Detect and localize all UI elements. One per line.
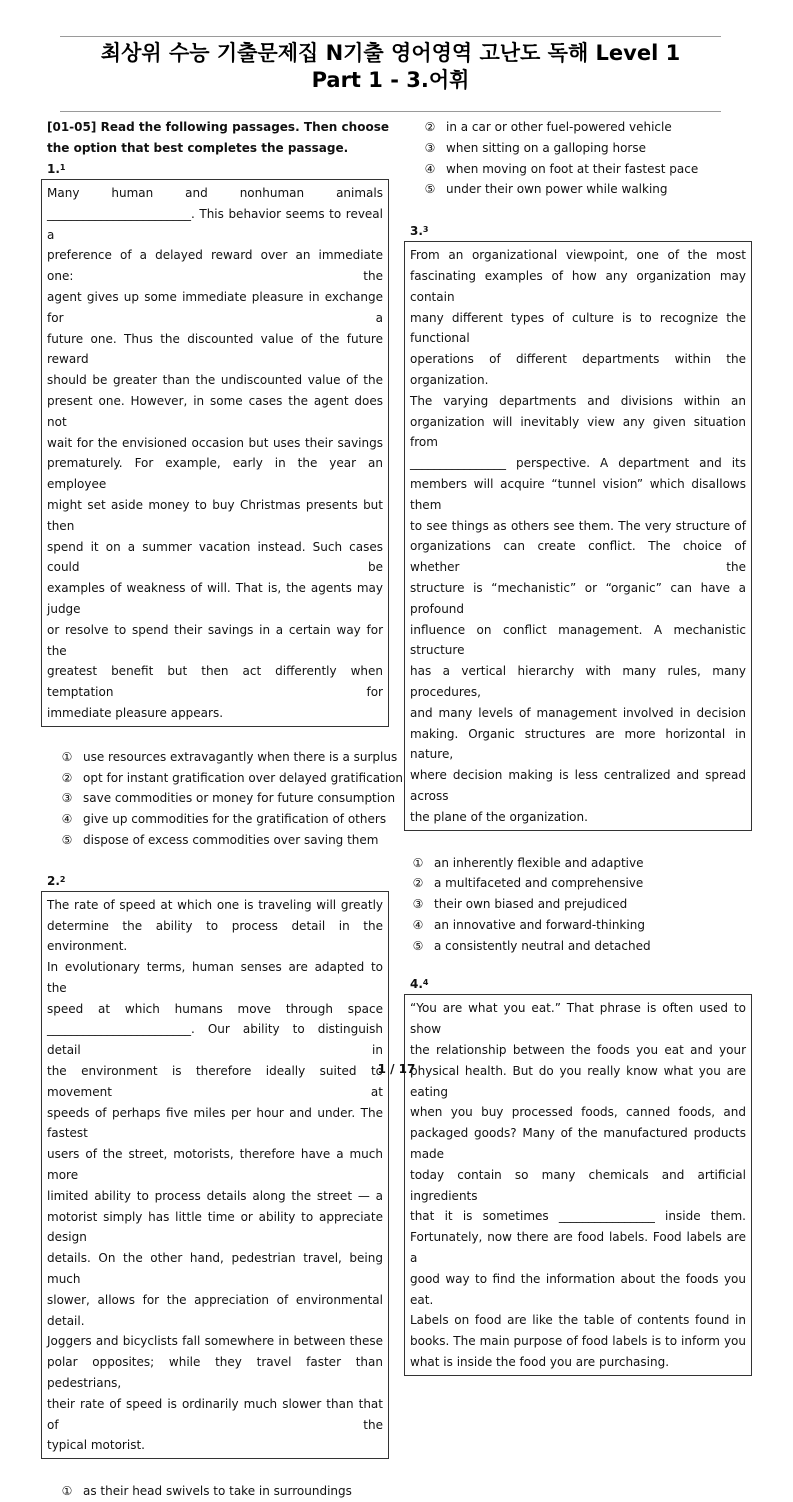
answer-option[interactable] (406, 853, 752, 874)
answer-option[interactable] (406, 936, 752, 957)
passage-line: that it is sometimes ________________ inside them. (410, 1209, 746, 1224)
passage-line: has a vertical hierarchy with many rules, many procedures, (410, 664, 746, 699)
option-number: ① (61, 1484, 73, 1499)
answer-option[interactable] (418, 179, 752, 200)
passage-4 (404, 994, 752, 1375)
passage-line: packaged goods? Many of the manufactured products made (410, 1126, 746, 1162)
passage-line: polar opposites; while they travel faster than pedestrians, (47, 1355, 383, 1391)
answer-option[interactable] (418, 117, 752, 138)
passage-line: limited ability to process details along the street — a (47, 1188, 383, 1203)
passage-line: users of the street, motorists, therefore have a much more (47, 1147, 383, 1183)
passage-line: agent gives up some immediate pleasure in exchange for a (47, 289, 383, 325)
passage-2 (41, 891, 389, 1460)
passage-line: should be greater than the undiscounted value of the (47, 373, 383, 388)
answer-option[interactable] (406, 915, 752, 936)
option-text: when moving on foot at their fastest pace (446, 161, 699, 176)
footnote-4: 4 (422, 978, 429, 988)
passage-line: The varying departments and divisions within an (410, 393, 746, 408)
passage-line: In evolutionary terms, human senses are adapted to the (47, 960, 383, 995)
passage-line: books. The main purpose of food labels is to inform you (410, 1334, 746, 1349)
passage-line: spend it on a summer vacation instead. Such cases could be (47, 539, 383, 575)
passage-line: “You are what you eat.” That phrase is often used to show (410, 1001, 746, 1037)
passage-line: where decision making is less centralized and spread across (410, 768, 746, 803)
top-rule (60, 36, 721, 37)
passage-line: slower, allows for the appreciation of environmental detail. (47, 1292, 383, 1328)
answer-option[interactable] (55, 788, 396, 809)
passage-line: might set aside money to buy Christmas presents but then (47, 497, 383, 533)
option-text: as their head swivels to take in surroundings (83, 1484, 352, 1499)
passage-line: ________________________. Our ability to distinguish detail in (47, 1022, 383, 1058)
option-text: under their own power while walking (446, 182, 668, 197)
passage-line: details. On the other hand, pedestrian travel, being much (47, 1251, 383, 1287)
footnote-1: 1 (59, 163, 66, 172)
option-number: ③ (61, 791, 73, 806)
option-text: in a car or other fuel-powered vehicle (446, 120, 672, 134)
passage-line: ________________________. This behavior seems to reveal a (47, 206, 383, 242)
passage-line: members will acquire “tunnel vision” which disallows them (410, 476, 746, 512)
passage-line: wait for the envisioned occasion but uses their savings (47, 435, 383, 450)
footnote-2: 2 (59, 874, 66, 884)
passage-line: greatest benefit but then act differently when temptation for (47, 664, 383, 700)
answer-option[interactable] (55, 809, 389, 830)
passage-line: making. Organic structures are more horizontal in nature, (410, 726, 746, 762)
passage-line: or resolve to spend their savings in a certain way for the (47, 622, 383, 658)
title-line-2: Part 1 - 3.어휘 (311, 68, 470, 92)
passage-line: preference of a delayed reward over an immediate one: the (47, 248, 383, 284)
option-number: ① (412, 855, 424, 870)
option-number: ② (61, 770, 73, 785)
instructions-text: [01-05] Read the following passages. Then choose the option that best completes the passage. (47, 120, 389, 155)
passage-line: Fortunately, now there are food labels. Food labels are a (410, 1230, 746, 1266)
page-number: 1 / 17 (377, 1062, 416, 1076)
passage-line: the plane of the organization. (410, 809, 588, 824)
passage-line: Labels on food are like the table of contents found in (410, 1313, 746, 1328)
question-1-number: 1.$^1$ (47, 162, 66, 176)
passage-line: typical motorist. (47, 1438, 145, 1453)
option-number: ② (412, 876, 424, 891)
option-text: a consistently neutral and detached (434, 938, 651, 953)
right-column (404, 117, 752, 1376)
option-number: ③ (412, 897, 424, 912)
passage-line: fascinating examples of how any organization may contain (410, 268, 746, 304)
title-line-1: 최상위 수능 기출문제집 N기출 영어영역 고난도 독해 Level 1 (100, 41, 681, 65)
passage-line: the environment is therefore ideally suited to movement at (47, 1064, 383, 1099)
passage-line: when you buy processed foods, canned foods, and (410, 1105, 746, 1120)
question-3-number: 3.$^3$ (410, 224, 429, 239)
passage-line: speeds of perhaps five miles per hour and under. The fastest (47, 1105, 383, 1141)
options-3 (404, 853, 752, 957)
answer-option[interactable] (55, 747, 398, 768)
passage-line: what is inside the food you are purchasing. (410, 1355, 670, 1370)
answer-option[interactable] (55, 1481, 389, 1502)
passage-line: organization will inevitably view any given situation from (410, 414, 746, 450)
page-title (60, 40, 721, 94)
passage-line: determine the ability to process detail in the environment. (47, 918, 383, 954)
option-number: ④ (61, 812, 73, 827)
option-number: ⑤ (412, 938, 424, 953)
passage-line: prematurely. For example, early in the year an employee (47, 456, 383, 492)
passage-line: structure is “mechanistic” or “organic” can have a profound (410, 580, 746, 616)
option-number: ① (61, 749, 73, 764)
passage-line: present one. However, in some cases the agent does not (47, 393, 383, 429)
answer-option[interactable] (55, 830, 389, 851)
passage-line: From an organizational viewpoint, one of the most (410, 248, 746, 263)
option-number: ③ (424, 140, 436, 155)
title-bottom-rule (60, 111, 721, 112)
passage-line: organizations can create conflict. The choice of whether the (410, 539, 746, 575)
answer-option[interactable] (418, 159, 752, 180)
passage-1 (41, 179, 389, 727)
answer-option[interactable] (406, 894, 752, 915)
passage-line: and many levels of management involved in decision (410, 705, 746, 720)
option-text: opt for instant gratification over delayed gratification (83, 770, 404, 785)
option-number: ④ (424, 161, 436, 176)
passage-line: examples of weakness of will. That is, the agents may judge (47, 581, 383, 616)
option-number: ② (424, 120, 436, 134)
instructions (41, 117, 389, 159)
option-text: use resources extravagantly when there is a surplus (83, 749, 398, 764)
passage-line: the relationship between the foods you eat and your (410, 1043, 746, 1058)
footnote-3: 3 (422, 225, 429, 235)
passage-3 (404, 241, 752, 830)
passage-line: The rate of speed at which one is traveling will greatly (47, 897, 383, 912)
passage-line: today contain so many chemicals and artificial ingredients (410, 1167, 746, 1203)
option-text: an inherently flexible and adaptive (434, 855, 644, 870)
passage-line: Many human and nonhuman animals (47, 186, 383, 200)
passage-line: influence on conflict management. A mechanistic structure (410, 622, 746, 658)
answer-option[interactable] (55, 768, 404, 789)
option-number: ⑤ (424, 182, 436, 197)
options-2a (41, 1481, 389, 1502)
option-text: their own biased and prejudiced (434, 897, 628, 912)
answer-option[interactable] (406, 873, 752, 894)
question-2-number: 2.$^2$ (47, 873, 66, 888)
options-1 (41, 747, 404, 851)
option-text: give up commodities for the gratification of others (83, 812, 387, 827)
option-number: ⑤ (61, 832, 73, 847)
passage-line: to see things as others see them. The very structure of (410, 518, 746, 533)
options-2b (404, 117, 752, 200)
option-text: dispose of excess commodities over saving them (83, 832, 379, 847)
passage-line: ________________ perspective. A department and its (410, 456, 746, 471)
question-4-number: 4.$^4$ (410, 977, 429, 992)
passage-line: speed at which humans move through space (47, 1001, 383, 1016)
passage-line: their rate of speed is ordinarily much slower than that of the (47, 1396, 383, 1432)
passage-line: motorist simply has little time or ability to appreciate design (47, 1209, 383, 1245)
passage-line: physical health. But do you really know what you are eating (410, 1063, 746, 1099)
passage-line: operations of different departments within the organization. (410, 352, 746, 387)
option-number: ④ (412, 917, 424, 932)
passage-line: Joggers and bicyclists fall somewhere in between these (47, 1334, 383, 1349)
option-text: save commodities or money for future consumption (83, 791, 396, 806)
passage-line: many different types of culture is to recognize the functional (410, 310, 746, 346)
option-text: a multifaceted and comprehensive (434, 876, 644, 891)
passage-line: future one. Thus the discounted value of the future reward (47, 331, 383, 367)
answer-option[interactable] (418, 138, 752, 159)
option-text: when sitting on a galloping horse (446, 140, 647, 155)
passage-line: immediate pleasure appears. (47, 705, 224, 720)
passage-line: good way to find the information about the foods you eat. (410, 1271, 746, 1307)
option-text: an innovative and forward-thinking (434, 917, 645, 932)
